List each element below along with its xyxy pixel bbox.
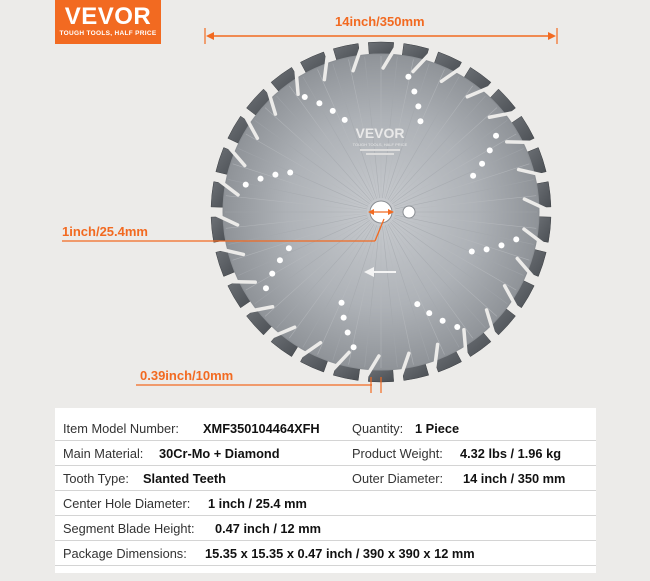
outer-diameter-dimension <box>205 28 557 44</box>
spec-label: Segment Blade Height: <box>63 521 195 536</box>
logo-brand: VEVOR <box>64 3 152 30</box>
cooling-hole <box>342 117 348 123</box>
spec-value: 4.32 lbs / 1.96 kg <box>460 446 562 461</box>
cooling-hole <box>316 100 322 106</box>
gullet-slot <box>507 142 537 143</box>
logo-tagline: TOUGH TOOLS, HALF PRICE <box>59 30 157 37</box>
spec-value: 0.47 inch / 12 mm <box>215 521 321 536</box>
spec-table <box>55 408 596 573</box>
cooling-hole <box>479 161 485 167</box>
cooling-hole <box>415 103 421 109</box>
cooling-hole <box>269 271 275 277</box>
spec-label: Main Material: <box>63 446 144 461</box>
cooling-hole <box>263 285 269 291</box>
spec-value: Slanted Teeth <box>143 471 226 486</box>
spec-label: Product Weight: <box>352 446 443 461</box>
cooling-hole <box>287 170 293 176</box>
cooling-hole <box>258 176 264 182</box>
blade-logo-brand: VEVOR <box>355 125 405 141</box>
spec-value: 14 inch / 350 mm <box>463 471 566 486</box>
center-hole-label: 1inch/25.4mm <box>62 224 148 239</box>
cooling-hole <box>440 318 446 324</box>
cooling-hole <box>286 245 292 251</box>
cooling-hole <box>277 257 283 263</box>
spec-label: Package Dimensions: <box>63 546 187 561</box>
spec-value: 15.35 x 15.35 x 0.47 inch / 390 x 390 x 12 mm <box>205 546 475 561</box>
cooling-hole <box>426 310 432 316</box>
cooling-hole <box>330 108 336 114</box>
spec-label: Center Hole Diameter: <box>63 496 191 511</box>
cooling-hole <box>484 246 490 252</box>
cooling-hole <box>417 118 423 124</box>
spec-label: Quantity: <box>352 421 404 436</box>
cooling-hole <box>411 89 417 95</box>
spec-label: Item Model Number: <box>63 421 179 436</box>
spec-row <box>55 540 596 566</box>
cooling-hole <box>272 172 278 178</box>
spec-label: Tooth Type: <box>63 471 129 486</box>
cooling-hole <box>469 248 475 254</box>
spec-row <box>55 465 596 491</box>
cooling-hole <box>487 147 493 153</box>
blade-logo-tagline: TOUGH TOOLS, HALF PRICE <box>352 142 408 147</box>
outer-diameter-label: 14inch/350mm <box>335 14 425 29</box>
spec-row <box>55 415 596 441</box>
cooling-hole <box>345 329 351 335</box>
pin-hole <box>403 206 415 218</box>
spec-value: XMF350104464XFH <box>203 421 320 436</box>
spec-value: 1 inch / 25.4 mm <box>208 496 307 511</box>
cooling-hole <box>498 242 504 248</box>
spec-label: Outer Diameter: <box>352 471 444 486</box>
cooling-hole <box>414 301 420 307</box>
spec-value: 1 Piece <box>415 421 460 436</box>
cooling-hole <box>470 173 476 179</box>
spec-row <box>55 490 596 516</box>
cooling-hole <box>243 182 249 188</box>
spec-row <box>55 515 596 541</box>
cooling-hole <box>351 344 357 350</box>
cooling-hole <box>513 236 519 242</box>
cooling-hole <box>339 300 345 306</box>
gullet-slot <box>225 282 255 283</box>
cooling-hole <box>493 133 499 139</box>
cooling-hole <box>454 324 460 330</box>
spec-value: 30Cr-Mo + Diamond <box>159 446 280 461</box>
segment-width-label: 0.39inch/10mm <box>140 368 234 383</box>
cooling-hole <box>341 315 347 321</box>
cooling-hole <box>302 94 308 100</box>
cooling-hole <box>405 74 411 80</box>
spec-row <box>55 440 596 466</box>
